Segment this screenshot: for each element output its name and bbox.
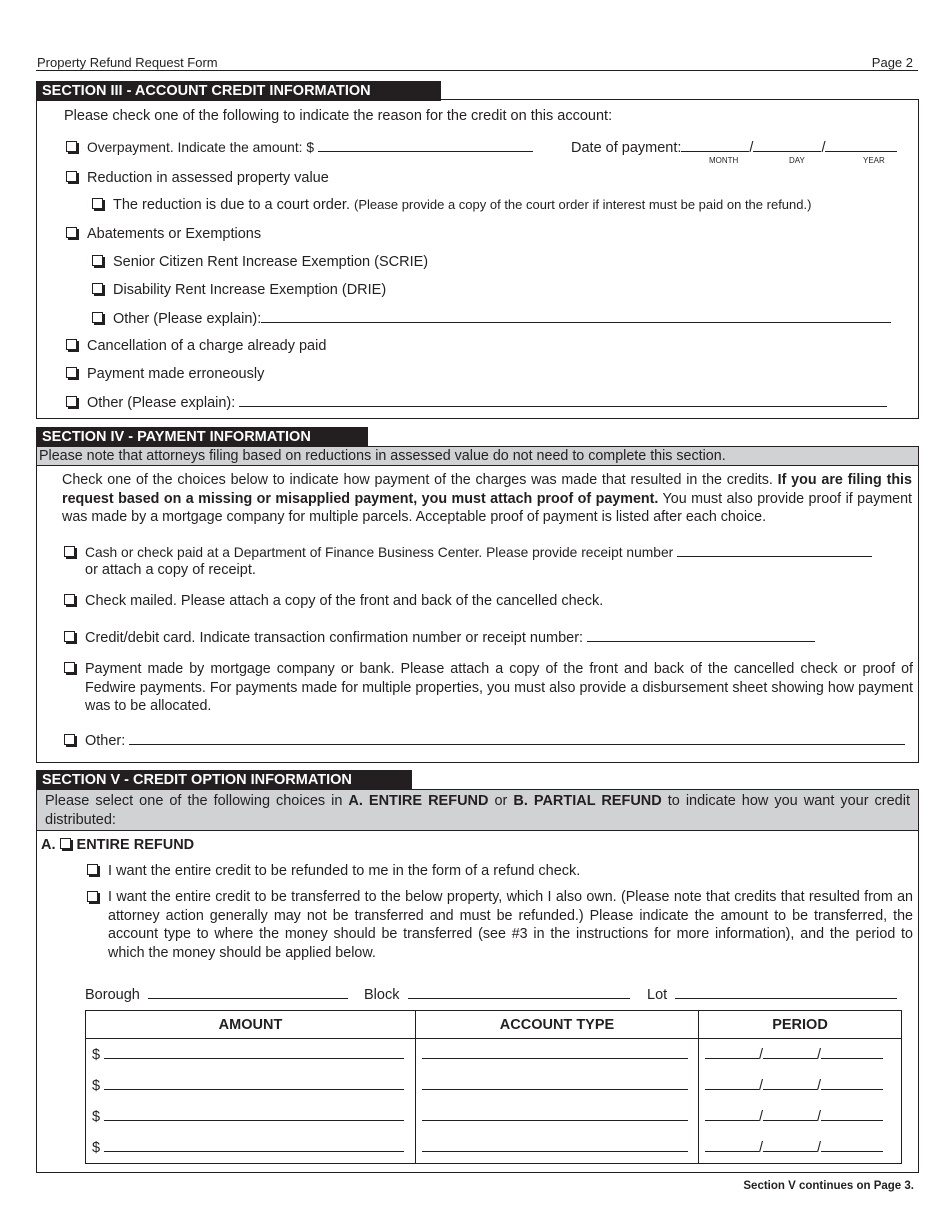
period-day[interactable] [763,1046,817,1059]
cash-option[interactable]: Cash or check paid at a Department of Finance Business Center. Please provide receipt number [64,544,872,560]
transfer-table [85,1010,902,1164]
section-5-intro: Please select one of the following choices in A. ENTIRE REFUND or B. PARTIAL REFUND to indicate how you want your credit distributed: [36,789,919,831]
month-label: MONTH [709,156,739,165]
section-4-title: SECTION IV - PAYMENT INFORMATION [36,427,368,447]
period-month[interactable] [705,1139,759,1152]
borough-input[interactable] [148,986,348,999]
account-type-cell[interactable] [416,1070,699,1101]
abatements-option[interactable]: Abatements or Exemptions [66,226,261,242]
refund-check-option[interactable]: I want the entire credit to be refunded to me in the form of a refund check. [87,863,580,879]
month-field[interactable] [681,139,749,152]
cash-option-line2: or attach a copy of receipt. [85,562,256,578]
period-month[interactable] [705,1108,759,1121]
period-cell[interactable]: / / [699,1132,902,1164]
amount-input[interactable] [104,1046,404,1059]
amount-cell[interactable]: $ [86,1070,416,1101]
checkbox-icon[interactable] [64,546,75,557]
amount-input[interactable] [104,1139,404,1152]
other-option[interactable]: Other (Please explain): [66,394,887,411]
amount-field[interactable] [318,139,533,152]
period-day[interactable] [763,1077,817,1090]
drie-option[interactable]: Disability Rent Increase Exemption (DRIE) [92,282,386,298]
transfer-option-checkbox[interactable] [87,890,108,906]
other-field[interactable] [239,394,887,407]
account-type-cell[interactable] [416,1039,699,1071]
receipt-number-field[interactable] [677,544,872,557]
checkbox-icon[interactable] [92,255,103,266]
period-day[interactable] [763,1139,817,1152]
period-cell[interactable]: / / [699,1039,902,1071]
checkbox-icon[interactable] [87,891,98,902]
day-field[interactable] [753,139,821,152]
checkbox-icon[interactable] [66,141,77,152]
cancellation-option[interactable]: Cancellation of a charge already paid [66,338,326,354]
year-field[interactable] [825,139,897,152]
abatement-other-option[interactable]: Other (Please explain): [92,310,891,327]
period-month[interactable] [705,1077,759,1090]
account-type-input[interactable] [422,1046,688,1059]
checkbox-icon[interactable] [66,171,77,182]
date-of-payment: Date of payment: / / [571,139,897,156]
section-3-intro: Please check one of the following to indicate the reason for the credit on this account: [64,108,613,124]
amount-cell[interactable]: $ [86,1132,416,1164]
amount-input[interactable] [104,1077,404,1090]
period-year[interactable] [821,1046,883,1059]
overpayment-option[interactable]: Overpayment. Indicate the amount: $ [66,139,533,156]
checkbox-icon[interactable] [64,594,75,605]
mortgage-option-checkbox[interactable] [64,661,85,677]
checkbox-icon[interactable] [92,283,103,294]
borough-field[interactable]: Borough [85,986,348,1003]
period-cell[interactable]: / / [699,1101,902,1132]
checkbox-icon[interactable] [60,838,71,849]
table-row [86,1039,902,1071]
account-type-input[interactable] [422,1108,688,1121]
mortgage-option: Payment made by mortgage company or bank. Please attach a copy of the front and back of the cancelled check or proof of Fedwire payments. For payments made for multiple properties, you must also provide a disbursement sheet showing how payment was to be allocated. [85,661,913,714]
reduction-option[interactable]: Reduction in assessed property value [66,170,329,186]
checkbox-icon[interactable] [92,312,103,323]
period-month[interactable] [705,1046,759,1059]
lot-input[interactable] [675,986,897,999]
period-year[interactable] [821,1139,883,1152]
day-label: DAY [789,156,805,165]
continues-note: Section V continues on Page 3. [743,1180,914,1192]
table-row [86,1101,902,1132]
account-type-cell[interactable] [416,1132,699,1164]
col-amount: AMOUNT [86,1011,416,1039]
checkbox-icon[interactable] [66,339,77,350]
section-3-title: SECTION III - ACCOUNT CREDIT INFORMATION [36,81,441,101]
section-4-intro: Check one of the choices below to indicate how payment of the charges was made that resulted in the credits. If you are filing this request based on a missing or misapplied payment, you must attach proof of payment. You must also provide proof if payment was made by a mortgage company for multiple parcels. Acceptable proof of payment is listed after each choice. [62,472,913,525]
block-input[interactable] [408,986,630,999]
checkbox-icon[interactable] [66,396,77,407]
table-row [86,1070,902,1101]
check-mailed-option[interactable]: Check mailed. Please attach a copy of the front and back of the cancelled check. [64,593,603,609]
lot-field[interactable]: Lot [647,986,897,1003]
checkbox-icon[interactable] [92,198,103,209]
period-cell[interactable]: / / [699,1070,902,1101]
block-field[interactable]: Block [364,986,630,1003]
form-title: Property Refund Request Form [37,55,218,70]
header-rule [36,70,918,71]
court-order-option[interactable]: The reduction is due to a court order. (Please provide a copy of the court order if interest must be paid on the refund.) [92,197,811,213]
period-year[interactable] [821,1108,883,1121]
scrie-option[interactable]: Senior Citizen Rent Increase Exemption (SCRIE) [92,254,428,270]
account-type-cell[interactable] [416,1101,699,1132]
checkbox-icon[interactable] [64,662,75,673]
amount-input[interactable] [104,1108,404,1121]
period-day[interactable] [763,1108,817,1121]
col-period: PERIOD [699,1011,902,1039]
amount-cell[interactable]: $ [86,1101,416,1132]
transfer-option: I want the entire credit to be transferred to the below property, which I also own. (Please note that credits that resulted from an attorney action generally may not be transferred and must be refunded.) Please indicate the amount to be transferred, the account type to where the money should be transferred (see #3 in the instructions for more information), and the period to which the money should be applied below. [108,889,913,961]
section-5-title: SECTION V - CREDIT OPTION INFORMATION [36,770,412,790]
abatement-other-field[interactable] [261,310,891,323]
page-number: Page 2 [871,55,913,70]
confirmation-number-field[interactable] [587,629,815,642]
checkbox-icon[interactable] [66,227,77,238]
card-option[interactable]: Credit/debit card. Indicate transaction confirmation number or receipt number: [64,629,815,646]
payment-other-option[interactable]: Other: [64,732,905,749]
year-label: YEAR [863,156,885,165]
table-row [86,1132,902,1164]
col-account-type: ACCOUNT TYPE [416,1011,699,1039]
checkbox-icon[interactable] [87,864,98,875]
checkbox-icon[interactable] [66,367,77,378]
section-4-note: Please note that attorneys filing based on reductions in assessed value do not need to complete this section. [36,446,919,466]
period-year[interactable] [821,1077,883,1090]
account-type-input[interactable] [422,1077,688,1090]
checkbox-icon[interactable] [64,631,75,642]
amount-cell[interactable]: $ [86,1039,416,1071]
payment-other-field[interactable] [129,732,905,745]
erroneous-option[interactable]: Payment made erroneously [66,366,264,382]
checkbox-icon[interactable] [64,734,75,745]
entire-refund-option[interactable]: A. ENTIRE REFUND [41,837,195,853]
account-type-input[interactable] [422,1139,688,1152]
